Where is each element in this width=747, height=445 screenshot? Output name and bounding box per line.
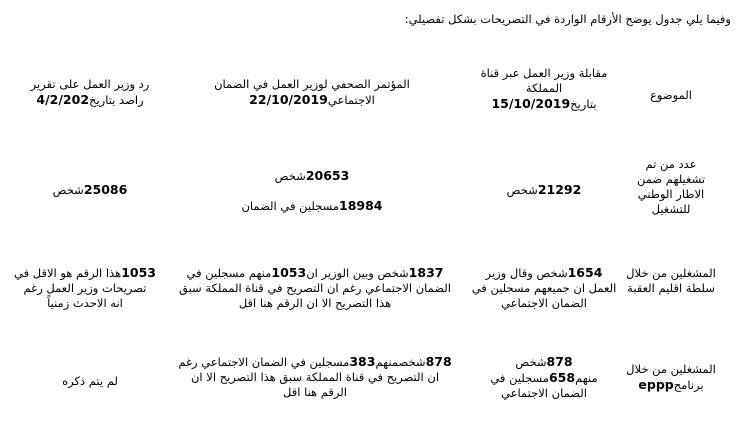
row2-col3 bbox=[10, 265, 160, 311]
row2-col2 bbox=[165, 265, 465, 311]
row2-col3-line3: انه الاحدث زمنياً bbox=[47, 296, 123, 310]
header-col1-date: 15/10/2019 bbox=[491, 96, 571, 111]
row1-label bbox=[621, 157, 721, 217]
row2-col3-line1: هذا الرقم هو الاقل في bbox=[14, 266, 122, 280]
row3-label bbox=[621, 362, 721, 393]
row1-col1 bbox=[469, 182, 619, 198]
row3-col1-num2: 658 bbox=[548, 370, 576, 385]
row1-col2 bbox=[177, 168, 447, 214]
row3-col2-text1: شخصمنهم bbox=[375, 355, 426, 369]
row3-col2-text2: مسجلين في الضمان الاجتماعي رغم bbox=[178, 355, 350, 369]
header-col2-date: 22/10/2019 bbox=[249, 92, 328, 107]
row3-label-program: eppp bbox=[638, 377, 674, 392]
row3-col1-num1: 878 bbox=[546, 354, 573, 369]
row3-col1 bbox=[469, 354, 619, 401]
row1-label-line4: للتشغيل bbox=[651, 202, 691, 216]
row2-label-line2: سلطة اقليم العقبة bbox=[627, 281, 715, 295]
header-col1-line1: مقابلة وزير العمل عبر قناة bbox=[480, 66, 608, 80]
header-col3-prefix: راصد بتاريخ bbox=[89, 93, 144, 107]
row2-col2-line1b: منهم مسجلين في bbox=[186, 266, 272, 280]
row3-col1-line3: الضمان الاجتماعي bbox=[501, 386, 587, 400]
row1-col3-num: 25086 bbox=[83, 182, 128, 197]
row1-col2-text2: مسجلين في الضمان bbox=[241, 199, 340, 213]
row2-col3-line2: تصريحات وزير العمل رغم bbox=[23, 281, 147, 295]
row1-col2-num2: 18984 bbox=[339, 198, 383, 213]
header-col2-line1: المؤتمر الصحفي لوزير العمل في الضمان bbox=[214, 77, 410, 91]
header-col1 bbox=[469, 66, 619, 112]
row3-col3-text: لم يتم ذكره bbox=[62, 374, 118, 388]
row1-col3 bbox=[10, 182, 170, 198]
row2-col1-line1: شخص وقال وزير bbox=[485, 266, 568, 280]
header-col3 bbox=[10, 77, 170, 108]
row1-label-line3: الاطار الوطني bbox=[637, 187, 705, 201]
row3-label-prefix: برنامج bbox=[673, 378, 704, 392]
row2-col1-line2: العمل ان جميعهم مسجلين في bbox=[471, 281, 617, 295]
row2-col2-line2: الضمان الاجتماعي رغم ان التصريح في قناة المملكة سبق bbox=[178, 281, 451, 295]
row3-col1-prefix2: منهم bbox=[575, 371, 598, 385]
row2-col2-num1: 1837 bbox=[408, 265, 444, 280]
row3-col1-text1: شخص bbox=[515, 355, 547, 369]
intro-text: وفيما يلي جدول يوضح الأرقام الواردة في التصريحات بشكل تفصيلي: bbox=[404, 12, 731, 26]
row1-label-line2: تشغيلهم ضمن bbox=[636, 172, 706, 186]
header-topic bbox=[621, 88, 721, 103]
row3-col1-text2: مسجلين في bbox=[490, 371, 549, 385]
header-col3-date: 4/2/202 bbox=[36, 92, 90, 107]
row2-label bbox=[621, 266, 721, 296]
row2-col3-num: 1053 bbox=[121, 265, 156, 280]
row1-col2-num1: 20653 bbox=[305, 168, 350, 183]
row2-col2-line3: هذا التصريح الا ان الرقم هنا اقل bbox=[238, 296, 392, 310]
header-col2-prefix: الاجتماعي bbox=[327, 93, 375, 107]
row3-col2-line2: ان التصريح في قناة المملكة سبق هذا التصريح الا ان bbox=[190, 370, 440, 384]
row2-label-line1: المشغلين من خلال bbox=[626, 266, 716, 280]
row3-label-line1: المشغلين من خلال bbox=[626, 362, 716, 376]
row2-col1-line3: الضمان الاجتماعي bbox=[501, 296, 587, 310]
row1-col1-num: 21292 bbox=[537, 182, 582, 197]
row3-col3 bbox=[10, 374, 170, 389]
row3-col2-num2: 383 bbox=[349, 354, 376, 369]
header-topic-label: الموضوع bbox=[650, 88, 692, 102]
row3-col2-num1: 878 bbox=[425, 354, 452, 369]
header-col1-prefix: بتاريخ bbox=[570, 97, 597, 111]
row3-col2-line3: الرقم هنا اقل bbox=[283, 385, 347, 399]
row2-col2-num2: 1053 bbox=[271, 265, 307, 280]
row1-col2-text1: شخص bbox=[274, 169, 306, 183]
row1-col3-text: شخص bbox=[52, 183, 84, 197]
row2-col1 bbox=[469, 265, 619, 311]
row3-col2 bbox=[165, 354, 465, 400]
row2-col2-line1a: شخص وبين الوزير ان bbox=[306, 266, 409, 280]
header-col1-line2: المملكة bbox=[525, 81, 563, 95]
row1-label-line1: عدد من تم bbox=[645, 157, 697, 171]
header-col3-line1: رد وزير العمل على تقرير bbox=[30, 77, 150, 91]
header-col2 bbox=[177, 77, 447, 108]
row1-col1-text: شخص bbox=[506, 183, 538, 197]
row2-col1-num: 1654 bbox=[567, 265, 603, 280]
